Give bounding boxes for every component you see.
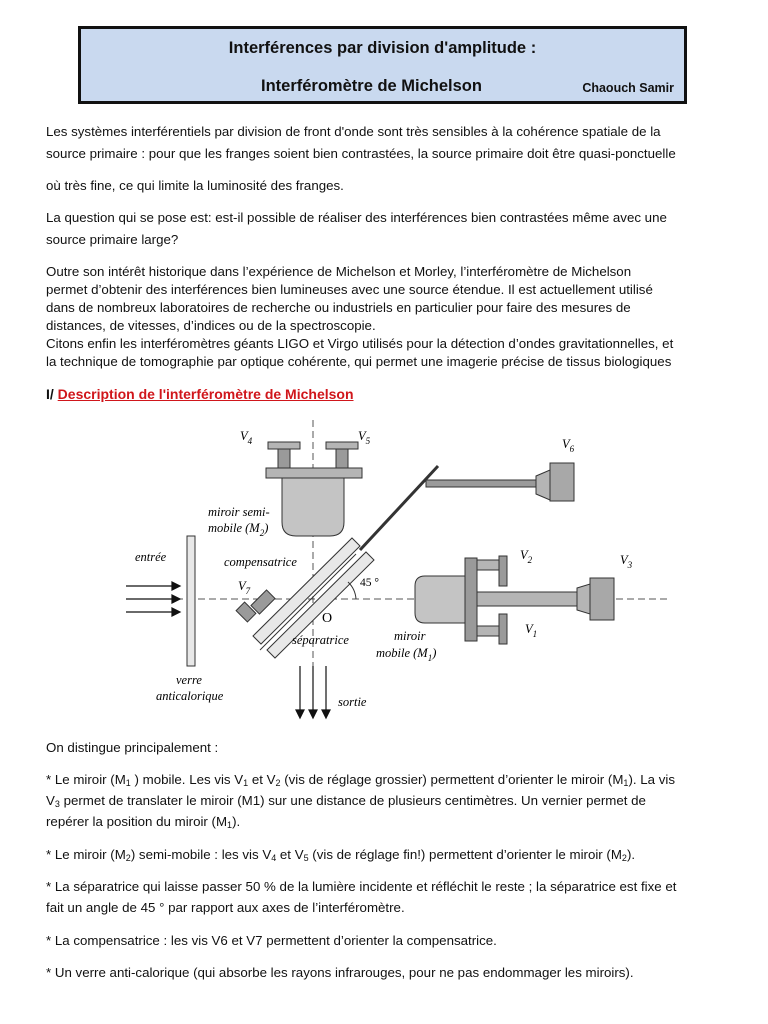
label-separatrice: séparatrice [292,633,349,647]
title-line-1: Interférences par division d'amplitude : [228,39,537,57]
label-m2-line1: miroir semi- [208,505,270,519]
intro-p2-line2: source primaire large? [46,232,179,247]
intro-p3-line4: distances, de vitesses, d’indices ou de la spectroscopie. [46,318,376,333]
author: Chaouch Samir [582,81,674,95]
label-v1: $V_1$ [525,622,538,639]
label-v5: $V_5$ [358,429,371,446]
intro-p3-line6: la technique de tomographie par optique cohérente, qui permet une imagerie précise de tissus biologiques [46,354,672,369]
label-v6: $V_6$ [562,437,575,454]
label-m2-line2: mobile $(M_2)$ [208,521,269,538]
mirror-m2-assembly [266,442,362,536]
intro-p3-line3: dans de nombreux laboratoires de recherche ou industriels en particulier pour faire des mesures de [46,300,631,315]
bullet-separatrice-line1: * La séparatrice qui laisse passer 50 % de la lumière incidente et réfléchit le reste ; la séparatrice est fixe et [46,879,677,894]
label-angle: 45 ° [360,577,379,589]
intro-p1-line1: Les systèmes interférentiels par division de front d'onde sont très sensibles à la cohérence spatiale de la [46,124,661,139]
compensator-arm-v6 [360,463,574,550]
bullet-m2: * Le miroir $(M_2)$ semi-mobile : les vis $V_4$ et $V_5$ (vis de réglage fin!) permettent d’orienter le miroir $(M_2)$. [46,847,636,863]
bullet-compensatrice: * La compensatrice : les vis V6 et V7 permettent d’orienter la compensatrice. [46,933,497,948]
intro-p1-line2: source primaire : pour que les franges soient bien contrastées, la source primaire doit être quasi-ponctuelle [46,146,676,161]
label-v2: $V_2$ [520,548,533,565]
label-origin: O [322,611,333,626]
label-v3: $V_3$ [620,553,633,570]
label-verre-line2: anticalorique [156,689,224,703]
intro-p3-line2: permet d’obtenir des interférences bien lumineuses avec une source étendue. Il est actuellement utilisé [46,282,653,297]
section-number: I/ [46,386,54,402]
section-heading [46,386,354,402]
bullet-m1-line3: repérer la position du miroir $(M_1)$. [46,814,241,830]
label-entree: entrée [135,550,167,564]
bullet-separatrice-line2: fait un angle de 45 ° par rapport aux axes de l’interféromètre. [46,900,405,915]
knob-v7 [236,590,275,622]
intro-p3-line1: Outre son intérêt historique dans l’expérience de Michelson et Morley, l’interféromètre de Michelson [46,264,632,279]
label-v7: $V_7$ [238,579,251,596]
bullet-verre: * Un verre anti-calorique (qui absorbe les rayons infrarouges, pour ne pas endommager les miroirs). [46,965,634,980]
distinguish-line: On distingue principalement : [46,740,219,755]
label-compensatrice: compensatrice [224,555,297,569]
intro-p2-line1: La question qui se pose est: est-il possible de réaliser des interférences bien contrastées même avec une [46,210,667,225]
exit-arrows [296,666,330,718]
intro-p1-line3: où très fine, ce qui limite la luminosité des franges. [46,178,344,193]
label-m1-line1: miroir [394,629,426,643]
bullet-m1-line2: $V_3$ permet de translater le miroir (M1) sur une distance de plusieurs centimètres. Un vernier permet de [46,793,646,809]
entry-arrows [126,582,180,616]
title-box [78,26,687,104]
label-m1-line2: mobile $(M_1)$ [376,646,437,663]
title-line-2: Interféromètre de Michelson [261,77,482,95]
intro-p3-line5: Citons enfin les interféromètres géants LIGO et Virgo utilisés pour la détection d’ondes gravitationnelles, et [46,336,674,351]
heat-filter-glass [187,536,195,666]
mirror-m1-assembly [415,556,614,644]
label-v4: $V_4$ [240,429,253,446]
bullet-m1-line1: * Le miroir ($M_1$ ) mobile. Les vis $V_1$ et $V_2$ (vis de réglage grossier) permettent d’orienter le miroir $(M_1)$. La vis [46,772,675,788]
label-verre-line1: verre [176,673,202,687]
michelson-diagram [60,418,680,723]
label-sortie: sortie [338,695,367,709]
section-title-link[interactable]: Description de l'interféromètre de Michelson [57,386,354,402]
